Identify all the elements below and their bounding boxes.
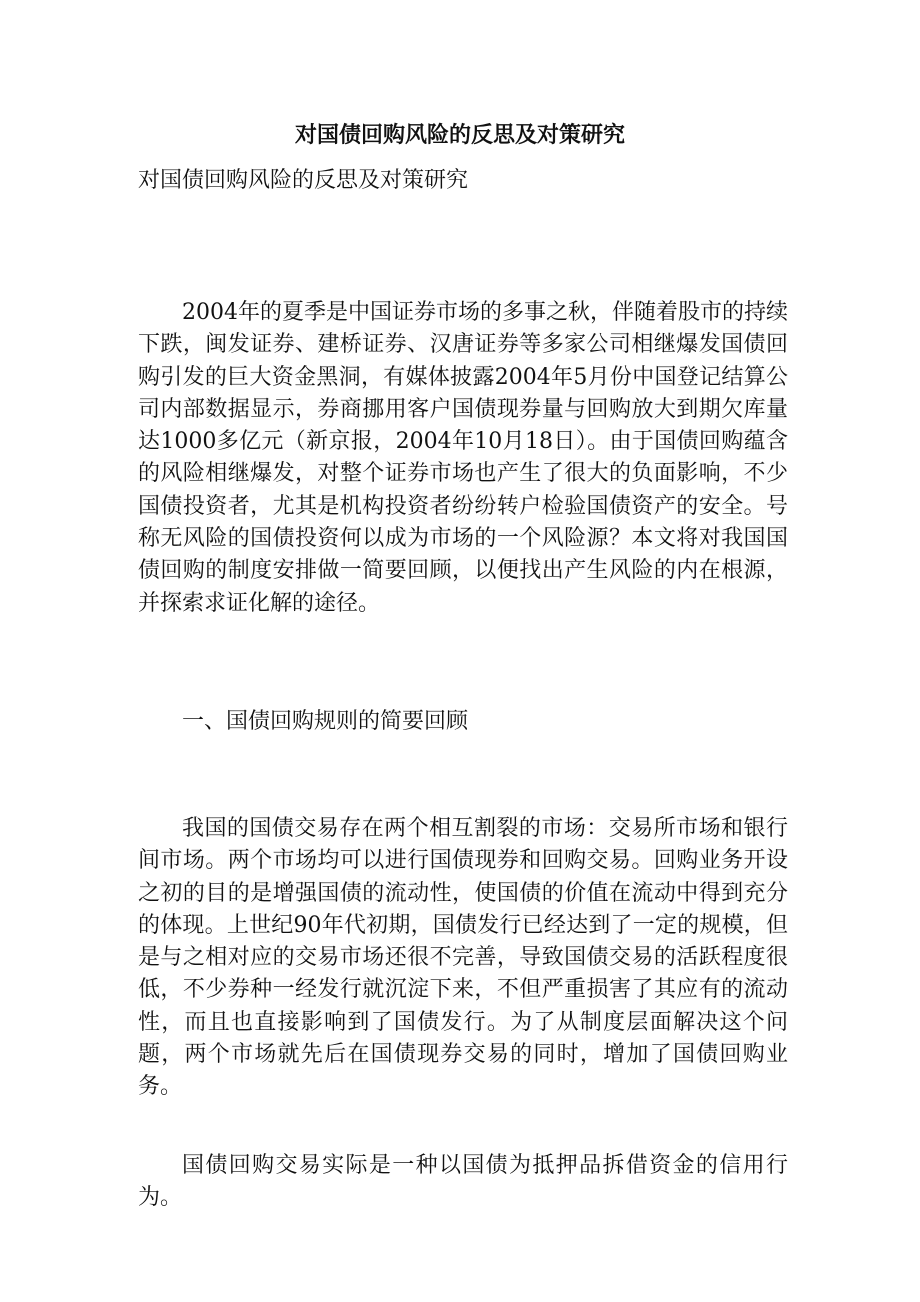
body-paragraph-markets: 我国的国债交易存在两个相互割裂的市场：交易所市场和银行间市场。两个市场均可以进行国债现券和回购交易。回购业务开设之初的目的是增强国债的流动性，使国债的价值在流动中得到充分的体现。上世纪90年代初期，国债发行已经达到了一定的规模，但是与之相对应的交易市场还很不完善，导致国债交易的活跃程度很低，不少券种一经发行就沉淀下来，不但严重损害了其应有的流动性，而且也直接影响到了国债发行。为了从制度层面解决这个问题，两个市场就先后在国债现券交易的同时，增加了国债回购业务。 [138,816,788,1100]
section-heading: 一、国债回购规则的简要回顾 [182,709,469,734]
body-paragraph-intro: 2004年的夏季是中国证券市场的多事之秋，伴随着股市的持续下跌，闽发证券、建桥证券、汉唐证券等多家公司相继爆发国债回购引发的巨大资金黑洞，有媒体披露2004年5月份中国登记结算公司内部数据显示，券商挪用客户国债现券量与回购放大到期欠库量达1000多亿元（新京报，2004年10月18日）。由于国债回购蕴含的风险相继爆发，对整个证券市场也产生了很大的负面影响，不少国债投资者，尤其是机构投资者纷纷转户检验国债资产的安全。号称无风险的国债投资何以成为市场的一个风险源？本文将对我国国债回购的制度安排做一简要回顾，以便找出产生风险的内在根源，并探索求证化解的途径。 [138,300,788,616]
document-title: 对国债回购风险的反思及对策研究 [294,122,625,148]
document-subtitle: 对国债回购风险的反思及对策研究 [138,168,469,193]
body-paragraph-definition: 国债回购交易实际是一种以国债为抵押品拆借资金的信用行为。 [138,1153,788,1211]
